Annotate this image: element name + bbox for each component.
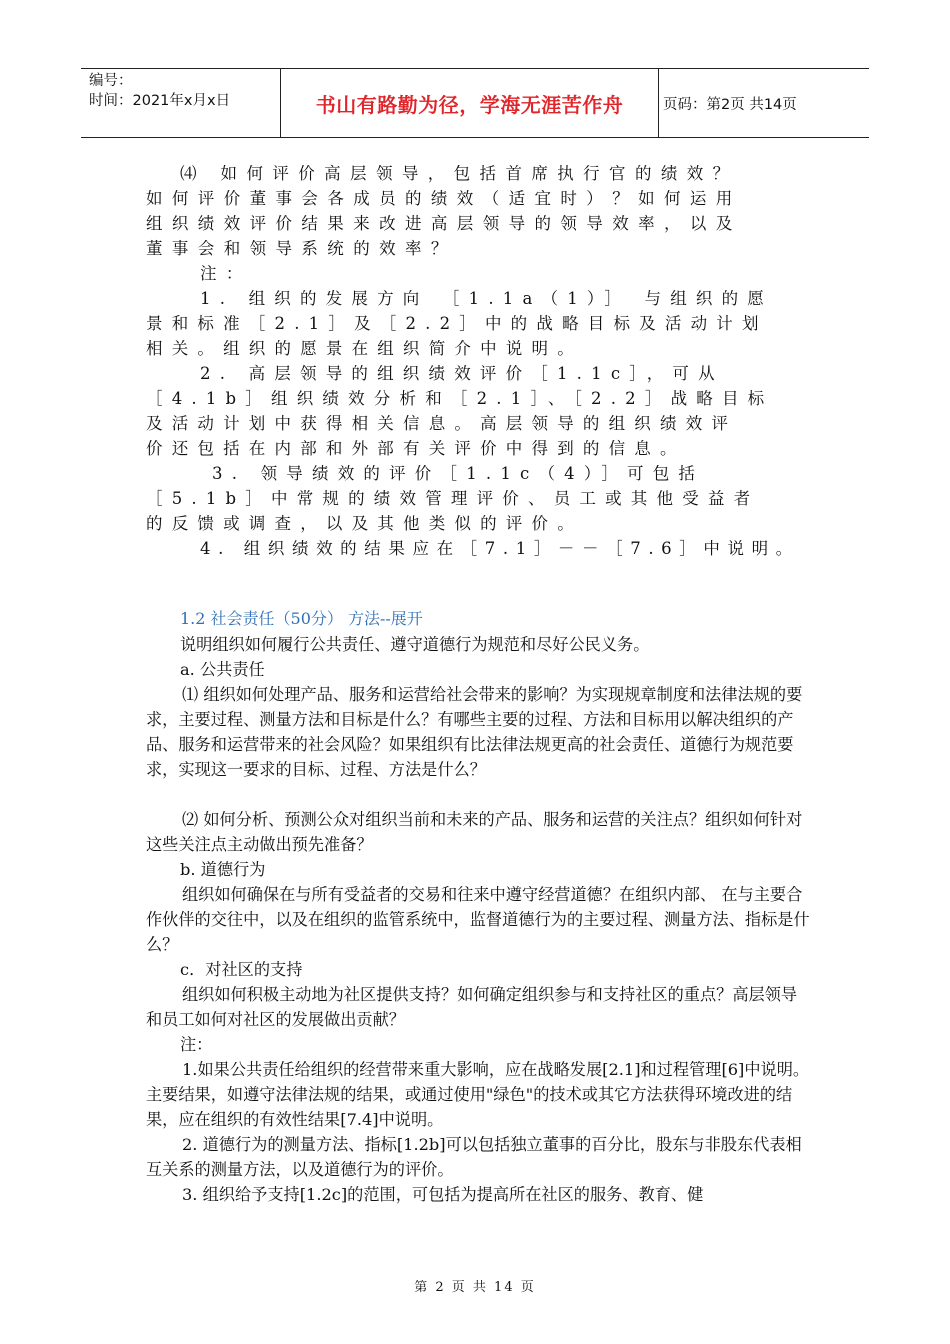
note3-line1: 3. 领导绩效的评价［1.1c（4）］可包括	[212, 464, 705, 483]
note2-line4: 价还包括在内部和外部有关评价中得到的信息。	[146, 439, 686, 458]
item-c-text: 组织如何积极主动地为社区提供支持？如何确定组织参与和支持社区的重点？高层领导和员工如何对社区的发展做出贡献？	[146, 985, 798, 1029]
note4-line1: 4. 组织绩效的结果应在［7.1］－－［7.6］中说明。	[200, 539, 800, 558]
q4-line1: ⑷ 如何评价高层领导，包括首席执行官的绩效？	[180, 164, 739, 183]
subsection-c-label: c．对社区的支持	[180, 960, 303, 979]
subsection-a-label: a. 公共责任	[180, 660, 265, 679]
item-a2: ⑵ 如何分析、预测公众对组织当前和未来的产品、服务和运营的关注点？组织如何针对这些关注点主动做出预先准备？	[146, 810, 803, 854]
note-label-top: 注：	[200, 264, 252, 283]
note-label-section: 注：	[180, 1035, 213, 1054]
section-note3: 3. 组织给予支持[1.2c]的范围，可包括为提高所在社区的服务、教育、健	[182, 1185, 704, 1204]
section-note1: 1.如果公共责任给组织的经营带来重大影响，应在战略发展[2.1]和过程管理[6]中说明。主要结果，如遵守法律法规的结果，或通过使用"绿色"的技术或其它方法获得环境改进的结果，应在组织的有效性结果[7.4]中说明。	[146, 1060, 810, 1129]
item-b-text: 组织如何确保在与所有受益者的交易和往来中遵守经营道德？在组织内部、 在与主要合作伙伴的交往中，以及在组织的监管系统中，监督道德行为的主要过程、测量方法、指标是什么？	[146, 885, 810, 954]
section-heading: 1.2 社会责任（50分） 方法--展开	[180, 609, 423, 628]
note1-line3: 相关。组织的愿景在组织简介中说明。	[146, 339, 583, 358]
note1-line2: 景和标准［2.1］及［2.2］中的战略目标及活动计划	[146, 314, 768, 333]
page-footer: 第 2 页 共 14 页	[414, 1280, 536, 1295]
note2-line1: 2. 高层领导的组织绩效评价［1.1c］，可从	[200, 364, 724, 383]
item-a1: ⑴ 组织如何处理产品、服务和运营给社会带来的影响？为实现规章制度和法律法规的要求，主要过程、测量方法和目标是什么？有哪些主要的过程、方法和目标用以解决组织的产品、服务和运营带来的社会风险？如果组织有比法律法规更高的社会责任、道德行为规范要求，实现这一要求的目标、过程、方法是什么？	[146, 685, 803, 779]
q4-line4: 董事会和领导系统的效率？	[146, 239, 457, 258]
note1-line1: 1. 组织的发展方向 ［1.1a（1）］ 与组织的愿	[200, 289, 774, 308]
section-note2: 2. 道德行为的测量方法、指标[1.2b]可以包括独立董事的百分比，股东与非股东代表相互关系的测量方法，以及道德行为的评价。	[146, 1135, 802, 1179]
header-motto: 书山有路勤为径，学海无涯苦作舟	[281, 69, 659, 137]
q4-line3: 组织绩效评价结果来改进高层领导的领导效率，以及	[146, 214, 742, 233]
note2-line2: ［4.1b］组织绩效分析和［2.1］、［2.2］战略目标	[146, 389, 774, 408]
subsection-b-label: b. 道德行为	[180, 860, 266, 879]
page-header	[81, 68, 869, 138]
note3-line3: 的反馈或调查，以及其他类似的评价。	[146, 514, 583, 533]
number-label: 编号：	[89, 73, 133, 89]
note3-line2: ［5.1b］中常规的绩效管理评价、员工或其他受益者	[146, 489, 760, 508]
q4-line2: 如何评价董事会各成员的绩效（适宜时）？如何运用	[146, 189, 742, 208]
section-intro: 说明组织如何履行公共责任、遵守道德行为规范和尽好公民义务。	[180, 635, 650, 654]
note2-line3: 及活动计划中获得相关信息。高层领导的组织绩效评	[146, 414, 738, 433]
header-left-cell	[81, 69, 281, 137]
time-label: 时间：2021年x月x日	[89, 93, 231, 109]
header-page-info: 页码：第2页 共14页	[663, 96, 797, 113]
